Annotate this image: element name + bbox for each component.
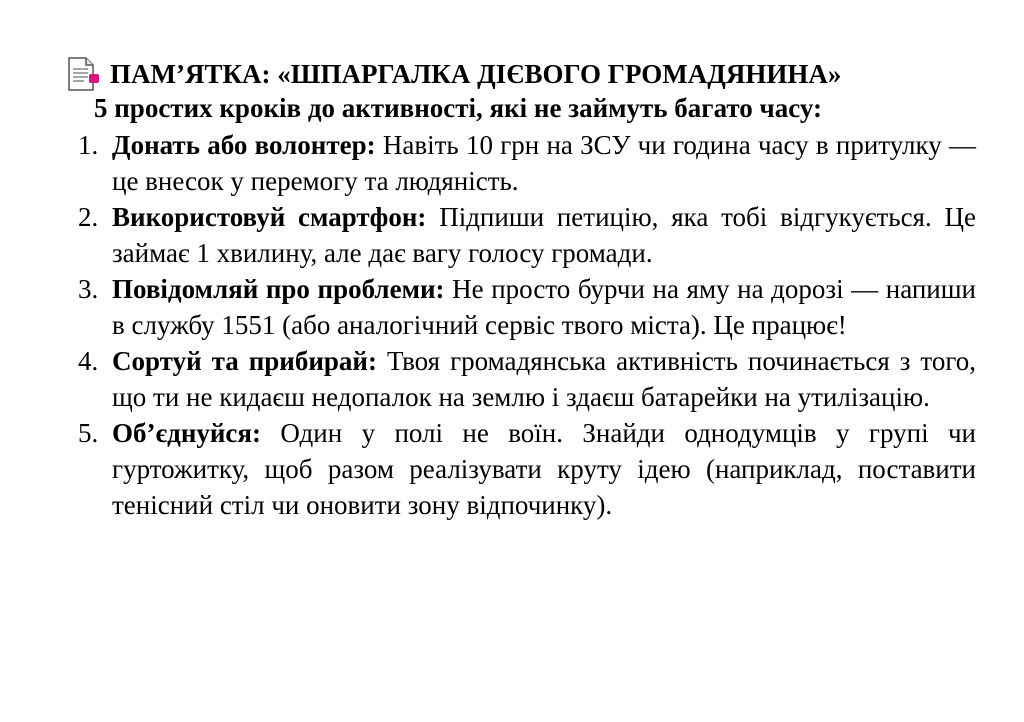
step-item [0, 127, 976, 199]
page-subtitle: 5 простих кроків до активності, які не займуть багато часу: [94, 93, 823, 123]
step-text: Навіть 10 грн на ЗСУ чи година часу в притулку — це внесок у перемогу та людяність. [112, 130, 976, 196]
steps-list [0, 127, 1024, 523]
step-heading: Об’єднуйся: [112, 418, 262, 448]
step-number: 4. [78, 346, 99, 376]
step-text: Твоя громадянська активність починається з того, що ти не кидаєш недопалок на землю і здаєш батарейки на утилізацію. [112, 346, 976, 412]
step-item [0, 343, 976, 415]
step-item [0, 271, 976, 343]
page-title: ПАМ’ЯТКА: «ШПАРГАЛКА ДІЄВОГО ГРОМАДЯНИНА» [110, 58, 842, 89]
step-heading: Використовуй смартфон: [112, 202, 427, 232]
step-heading: Сортуй та прибирай: [112, 346, 377, 376]
step-text: Не просто бурчи на яму на дорозі — напиши в службу 1551 (або аналогічний сервіс твого міста). Це працює! [112, 274, 976, 340]
step-heading: Повідомляй про проблеми: [112, 274, 445, 304]
step-number: 5. [78, 418, 99, 448]
step-text: Один у полі не воїн. Знайди однодумців у групі чи гуртожитку, щоб разом реалізувати круту ідею (наприклад, поставити тенісний стіл чи оновити зону відпочинку). [112, 418, 976, 520]
step-number: 3. [78, 274, 99, 304]
title-row [66, 54, 966, 94]
document-icon [66, 56, 100, 92]
step-item [0, 415, 976, 523]
step-heading: Донать або волонтер: [112, 130, 376, 160]
step-item [0, 199, 976, 271]
step-number: 2. [78, 202, 99, 232]
step-text: Підпиши петицію, яка тобі відгукується. Це займає 1 хвилину, але дає вагу голосу громади. [112, 202, 976, 268]
step-number: 1. [78, 130, 99, 160]
